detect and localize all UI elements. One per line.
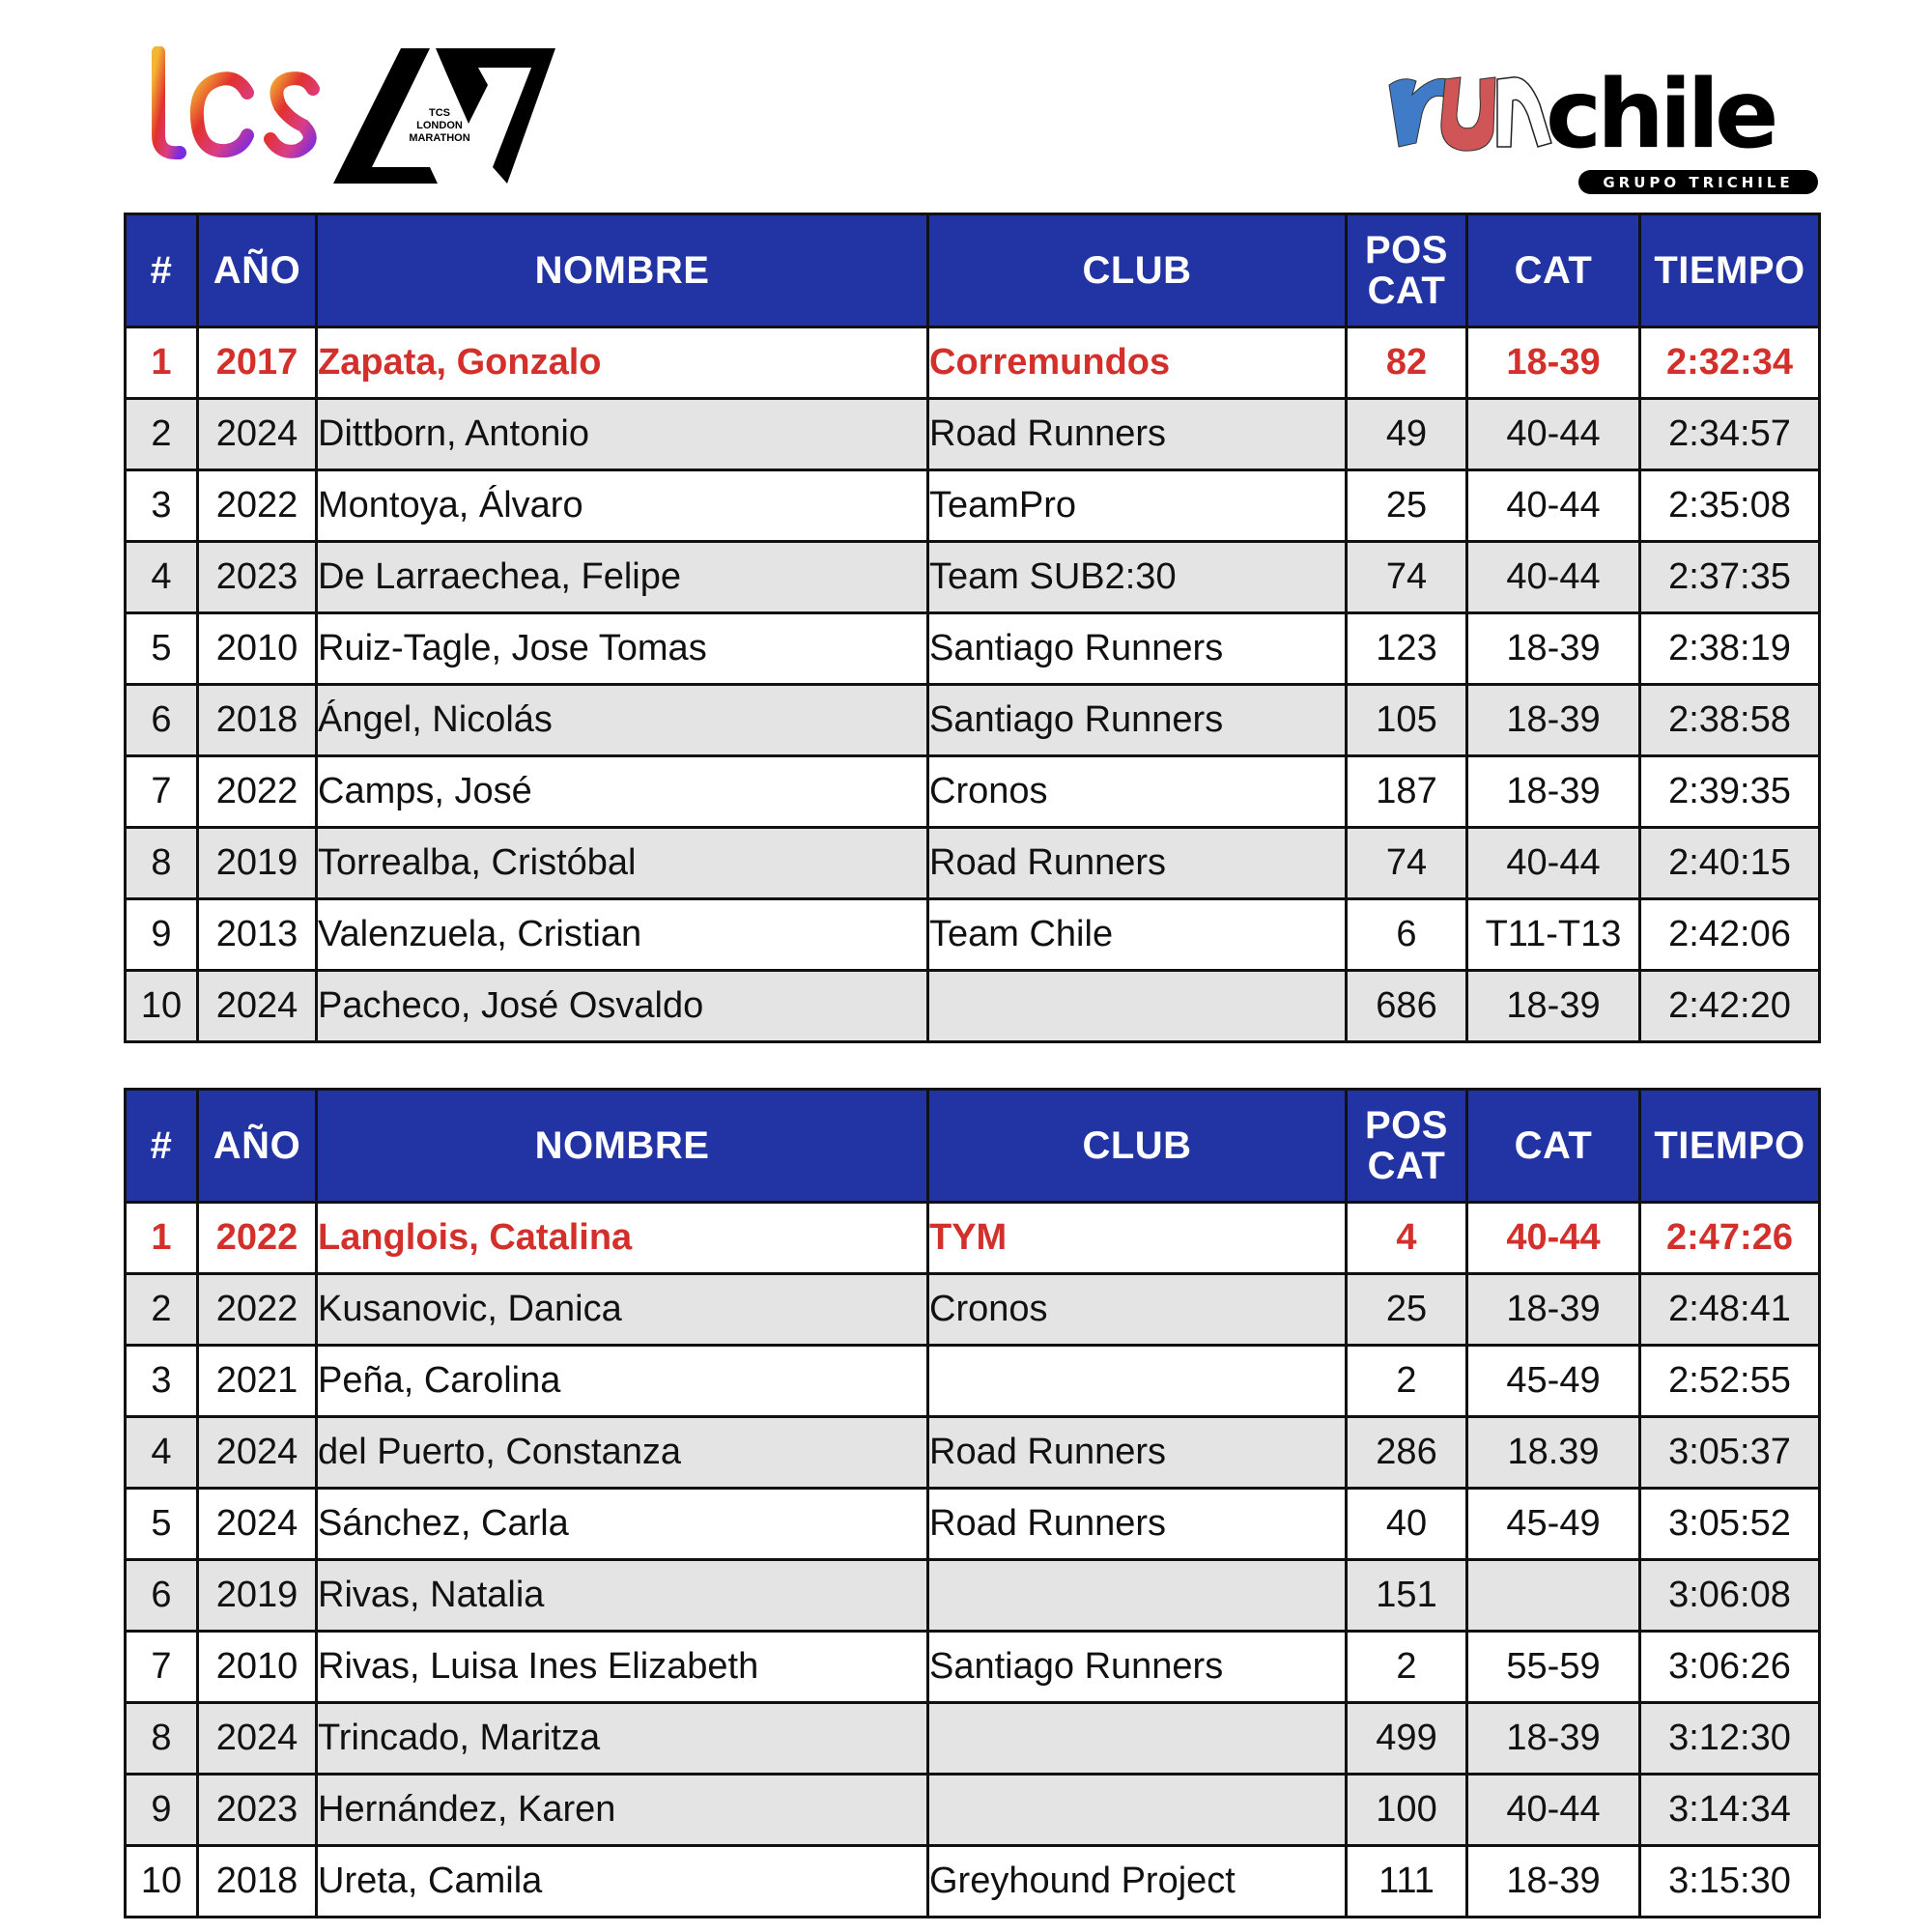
header-pos: # xyxy=(126,214,198,327)
cell-name: Dittborn, Antonio xyxy=(317,399,928,470)
cell-club: Santiago Runners xyxy=(928,685,1347,756)
cell-cat: 40-44 xyxy=(1467,1203,1640,1274)
cell-time: 3:06:26 xyxy=(1640,1632,1820,1703)
cell-time: 3:12:30 xyxy=(1640,1703,1820,1775)
cell-club xyxy=(928,1775,1347,1846)
cell-name: Trincado, Maritza xyxy=(317,1703,928,1775)
header-name: NOMBRE xyxy=(317,1090,928,1203)
header-year: AÑO xyxy=(198,214,317,327)
cell-year: 2024 xyxy=(198,1703,317,1775)
cell-pos: 9 xyxy=(126,1775,198,1846)
cell-time: 3:05:52 xyxy=(1640,1489,1820,1560)
cell-club: Cronos xyxy=(928,1274,1347,1346)
header-pos: # xyxy=(126,1090,198,1203)
results-table-men xyxy=(124,213,1821,1043)
runchile-logo-icon xyxy=(1383,46,1823,196)
cell-name: Pacheco, José Osvaldo xyxy=(317,971,928,1042)
cell-name: del Puerto, Constanza xyxy=(317,1417,928,1489)
cell-pos: 2 xyxy=(126,399,198,470)
tcs-logo-icon xyxy=(141,46,329,162)
header-name: NOMBRE xyxy=(317,214,928,327)
cell-club: Team Chile xyxy=(928,899,1347,971)
table-row xyxy=(126,1846,1820,1918)
lm-logo-line-1: TCS xyxy=(429,107,450,119)
table-row xyxy=(126,1489,1820,1560)
cell-year: 2024 xyxy=(198,399,317,470)
cell-pos: 5 xyxy=(126,613,198,685)
header-pos-cat-line2: CAT xyxy=(1367,270,1446,312)
cell-time: 2:37:35 xyxy=(1640,542,1820,613)
table-header-row xyxy=(126,214,1820,327)
results-table-women xyxy=(124,1088,1821,1918)
cell-pos: 6 xyxy=(126,1560,198,1632)
cell-time: 3:15:30 xyxy=(1640,1846,1820,1918)
cell-year: 2019 xyxy=(198,828,317,899)
cell-cat xyxy=(1467,1560,1640,1632)
table-row xyxy=(126,1775,1820,1846)
cell-cat: 18-39 xyxy=(1467,685,1640,756)
cell-time: 3:14:34 xyxy=(1640,1775,1820,1846)
cell-cat: 55-59 xyxy=(1467,1632,1640,1703)
cell-pos-cat: 151 xyxy=(1347,1560,1467,1632)
cell-time: 2:38:58 xyxy=(1640,685,1820,756)
table-row xyxy=(126,613,1820,685)
cell-pos-cat: 100 xyxy=(1347,1775,1467,1846)
lm-logo-line-3: MARATHON xyxy=(409,132,470,144)
cell-pos-cat: 6 xyxy=(1347,899,1467,971)
cell-name: Ruiz-Tagle, Jose Tomas xyxy=(317,613,928,685)
table-row xyxy=(126,756,1820,828)
cell-time: 3:06:08 xyxy=(1640,1560,1820,1632)
cell-pos: 3 xyxy=(126,470,198,542)
cell-pos-cat: 40 xyxy=(1347,1489,1467,1560)
cell-club: Santiago Runners xyxy=(928,613,1347,685)
cell-cat: 18-39 xyxy=(1467,971,1640,1042)
header-time: TIEMPO xyxy=(1640,214,1820,327)
cell-pos-cat: 686 xyxy=(1347,971,1467,1042)
table-header-row xyxy=(126,1090,1820,1203)
cell-club: Road Runners xyxy=(928,1489,1347,1560)
cell-name: Montoya, Álvaro xyxy=(317,470,928,542)
header-pos-cat-line1: POS xyxy=(1365,1104,1448,1147)
table-row xyxy=(126,685,1820,756)
cell-pos-cat: 4 xyxy=(1347,1203,1467,1274)
cell-time: 2:35:08 xyxy=(1640,470,1820,542)
cell-club: Road Runners xyxy=(928,1417,1347,1489)
cell-name: Torrealba, Cristóbal xyxy=(317,828,928,899)
cell-club: TeamPro xyxy=(928,470,1347,542)
table-row xyxy=(126,327,1820,399)
header-pos-cat xyxy=(1347,1090,1467,1203)
cell-year: 2019 xyxy=(198,1560,317,1632)
header-club: CLUB xyxy=(928,214,1347,327)
cell-club: Santiago Runners xyxy=(928,1632,1347,1703)
cell-pos: 5 xyxy=(126,1489,198,1560)
cell-time: 2:52:55 xyxy=(1640,1346,1820,1417)
table-row xyxy=(126,1417,1820,1489)
cell-name: Rivas, Natalia xyxy=(317,1560,928,1632)
cell-pos: 7 xyxy=(126,1632,198,1703)
cell-time: 2:48:41 xyxy=(1640,1274,1820,1346)
cell-pos: 2 xyxy=(126,1274,198,1346)
header-cat: CAT xyxy=(1467,214,1640,327)
cell-pos-cat: 2 xyxy=(1347,1346,1467,1417)
cell-cat: 18-39 xyxy=(1467,613,1640,685)
cell-cat: 40-44 xyxy=(1467,828,1640,899)
cell-year: 2010 xyxy=(198,1632,317,1703)
table-row xyxy=(126,1632,1820,1703)
cell-club xyxy=(928,971,1347,1042)
cell-year: 2022 xyxy=(198,1203,317,1274)
cell-time: 2:32:34 xyxy=(1640,327,1820,399)
cell-year: 2022 xyxy=(198,470,317,542)
cell-cat: 40-44 xyxy=(1467,470,1640,542)
cell-time: 2:39:35 xyxy=(1640,756,1820,828)
cell-name: Peña, Carolina xyxy=(317,1346,928,1417)
cell-pos-cat: 82 xyxy=(1347,327,1467,399)
cell-pos-cat: 25 xyxy=(1347,1274,1467,1346)
cell-club: TYM xyxy=(928,1203,1347,1274)
cell-time: 2:34:57 xyxy=(1640,399,1820,470)
cell-pos-cat: 49 xyxy=(1347,399,1467,470)
cell-year: 2018 xyxy=(198,685,317,756)
cell-pos: 10 xyxy=(126,1846,198,1918)
cell-cat: 45-49 xyxy=(1467,1489,1640,1560)
cell-time: 2:42:20 xyxy=(1640,971,1820,1042)
lm-logo-line-2: LONDON xyxy=(416,120,463,131)
table-row xyxy=(126,1203,1820,1274)
cell-name: Valenzuela, Cristian xyxy=(317,899,928,971)
cell-pos: 4 xyxy=(126,542,198,613)
cell-name: Ángel, Nicolás xyxy=(317,685,928,756)
runchile-tagline: GRUPO TRICHILE xyxy=(1603,174,1794,191)
cell-club xyxy=(928,1346,1347,1417)
cell-pos: 8 xyxy=(126,1703,198,1775)
cell-pos: 6 xyxy=(126,685,198,756)
cell-cat: 40-44 xyxy=(1467,399,1640,470)
header-pos-cat xyxy=(1347,214,1467,327)
cell-year: 2023 xyxy=(198,1775,317,1846)
cell-cat: 18-39 xyxy=(1467,327,1640,399)
table-row xyxy=(126,470,1820,542)
header-year: AÑO xyxy=(198,1090,317,1203)
table-row xyxy=(126,1274,1820,1346)
cell-year: 2018 xyxy=(198,1846,317,1918)
cell-pos-cat: 187 xyxy=(1347,756,1467,828)
cell-club xyxy=(928,1560,1347,1632)
cell-club: Corremundos xyxy=(928,327,1347,399)
header-pos-cat-line1: POS xyxy=(1365,229,1448,271)
cell-pos: 7 xyxy=(126,756,198,828)
cell-pos: 9 xyxy=(126,899,198,971)
cell-year: 2013 xyxy=(198,899,317,971)
cell-time: 3:05:37 xyxy=(1640,1417,1820,1489)
cell-cat: 18-39 xyxy=(1467,1846,1640,1918)
cell-pos-cat: 105 xyxy=(1347,685,1467,756)
cell-name: Rivas, Luisa Ines Elizabeth xyxy=(317,1632,928,1703)
table-row xyxy=(126,828,1820,899)
cell-year: 2022 xyxy=(198,1274,317,1346)
table-row xyxy=(126,971,1820,1042)
svg-text:chile: chile xyxy=(1546,60,1775,170)
cell-name: Camps, José xyxy=(317,756,928,828)
cell-year: 2021 xyxy=(198,1346,317,1417)
cell-pos: 4 xyxy=(126,1417,198,1489)
cell-year: 2023 xyxy=(198,542,317,613)
cell-year: 2024 xyxy=(198,1417,317,1489)
header-pos-cat-line2: CAT xyxy=(1367,1145,1446,1187)
cell-pos-cat: 111 xyxy=(1347,1846,1467,1918)
cell-pos-cat: 74 xyxy=(1347,542,1467,613)
cell-pos: 1 xyxy=(126,1203,198,1274)
cell-cat: 18-39 xyxy=(1467,756,1640,828)
cell-name: Hernández, Karen xyxy=(317,1775,928,1846)
cell-cat: 18-39 xyxy=(1467,1274,1640,1346)
cell-name: Ureta, Camila xyxy=(317,1846,928,1918)
cell-pos-cat: 2 xyxy=(1347,1632,1467,1703)
cell-year: 2022 xyxy=(198,756,317,828)
cell-cat: 18.39 xyxy=(1467,1417,1640,1489)
cell-club: Team SUB2:30 xyxy=(928,542,1347,613)
cell-pos-cat: 123 xyxy=(1347,613,1467,685)
cell-name: Sánchez, Carla xyxy=(317,1489,928,1560)
cell-pos-cat: 499 xyxy=(1347,1703,1467,1775)
cell-pos-cat: 74 xyxy=(1347,828,1467,899)
cell-pos-cat: 25 xyxy=(1347,470,1467,542)
cell-year: 2010 xyxy=(198,613,317,685)
header-club: CLUB xyxy=(928,1090,1347,1203)
cell-cat: 18-39 xyxy=(1467,1703,1640,1775)
cell-club: Road Runners xyxy=(928,399,1347,470)
cell-name: Zapata, Gonzalo xyxy=(317,327,928,399)
cell-name: De Larraechea, Felipe xyxy=(317,542,928,613)
cell-name: Kusanovic, Danica xyxy=(317,1274,928,1346)
cell-cat: T11-T13 xyxy=(1467,899,1640,971)
cell-year: 2024 xyxy=(198,1489,317,1560)
cell-time: 2:42:06 xyxy=(1640,899,1820,971)
cell-club: Greyhound Project xyxy=(928,1846,1347,1918)
cell-cat: 40-44 xyxy=(1467,1775,1640,1846)
cell-pos: 1 xyxy=(126,327,198,399)
cell-pos: 3 xyxy=(126,1346,198,1417)
cell-time: 2:40:15 xyxy=(1640,828,1820,899)
cell-club: Road Runners xyxy=(928,828,1347,899)
cell-club xyxy=(928,1703,1347,1775)
table-row xyxy=(126,542,1820,613)
cell-year: 2017 xyxy=(198,327,317,399)
table-row xyxy=(126,899,1820,971)
cell-time: 2:47:26 xyxy=(1640,1203,1820,1274)
cell-time: 2:38:19 xyxy=(1640,613,1820,685)
table-row xyxy=(126,399,1820,470)
cell-year: 2024 xyxy=(198,971,317,1042)
cell-club: Cronos xyxy=(928,756,1347,828)
cell-pos-cat: 286 xyxy=(1347,1417,1467,1489)
header-time: TIEMPO xyxy=(1640,1090,1820,1203)
cell-pos: 8 xyxy=(126,828,198,899)
cell-cat: 45-49 xyxy=(1467,1346,1640,1417)
table-row xyxy=(126,1346,1820,1417)
cell-pos: 10 xyxy=(126,971,198,1042)
cell-cat: 40-44 xyxy=(1467,542,1640,613)
cell-name: Langlois, Catalina xyxy=(317,1203,928,1274)
london-marathon-logo-icon xyxy=(333,46,555,186)
header-cat: CAT xyxy=(1467,1090,1640,1203)
table-row xyxy=(126,1703,1820,1775)
table-row xyxy=(126,1560,1820,1632)
